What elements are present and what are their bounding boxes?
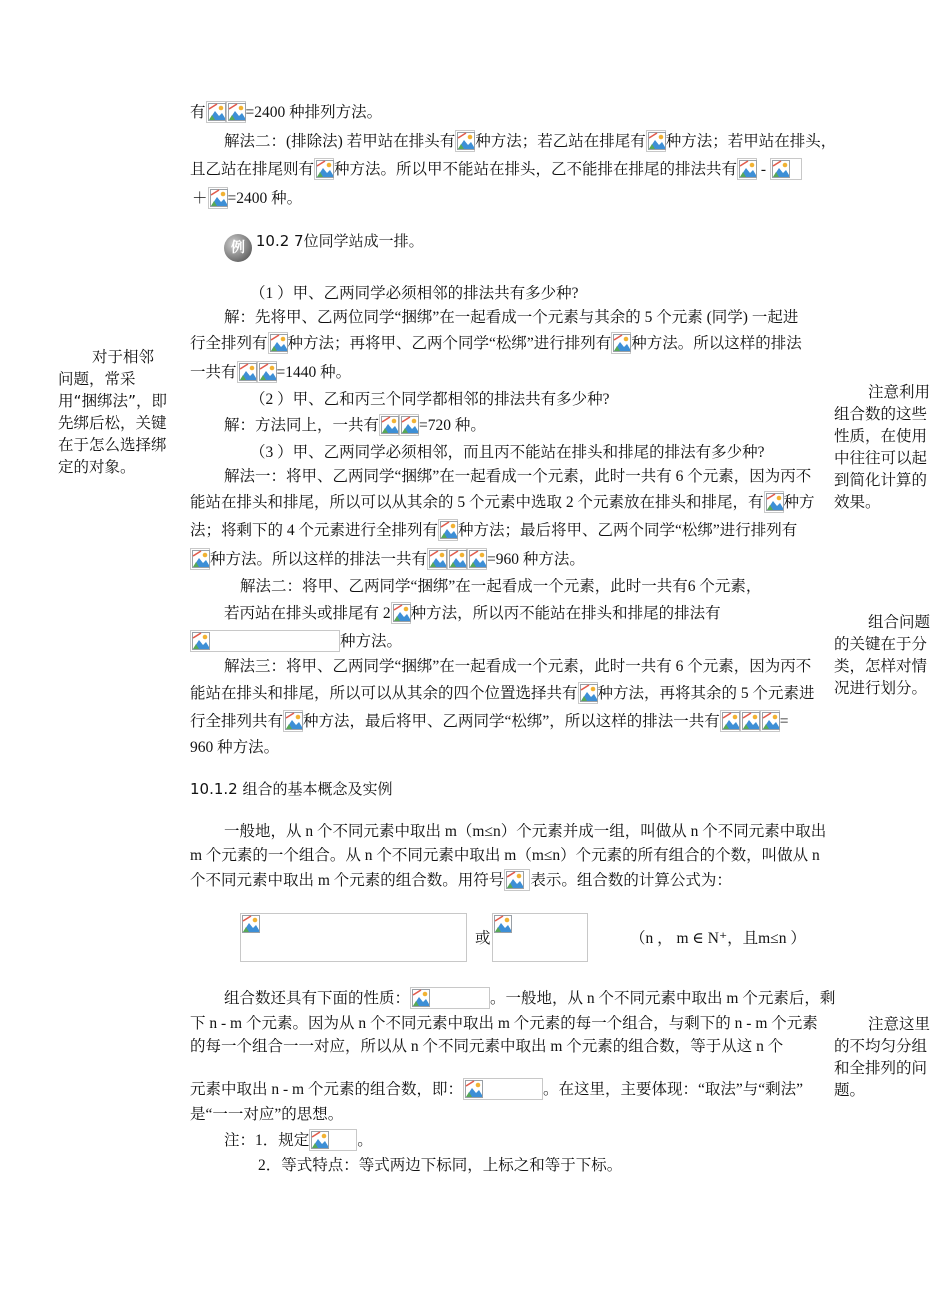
formula-image-icon: [578, 682, 598, 704]
text-line: [190, 710, 789, 733]
text: 解：先将甲、乙两位同学“捆绑”在一起看成一个元素与其余的 5 个元素 (同学) 一起进: [224, 309, 799, 326]
text: 种方法；若乙站在排尾有: [475, 133, 646, 150]
sidenote-left: 对于相邻问题，常采用“捆绑法”，即先绑后松，关键在于怎么选择绑定的对象。: [58, 348, 168, 476]
text: 。一般地，从 n 个不同元素中取出 m 个元素后，剩: [490, 990, 836, 1007]
text-line: [190, 1036, 783, 1058]
question: （2 ）甲、乙和丙三个同学都相邻的排法共有多少种?: [250, 391, 610, 408]
formula-image-icon: [504, 869, 530, 891]
formula-image-icon: [208, 187, 228, 209]
sidenote-right: 注意利用组合数的这些性质，在使用中往往可以起到简化计算的效果。: [834, 383, 931, 511]
text: 组合数还具有下面的性质：: [224, 990, 411, 1007]
formula-image-icon: [190, 630, 340, 652]
formula-image-icon: [240, 913, 467, 962]
text-line: [224, 602, 721, 625]
text: =1440 种。: [276, 364, 352, 381]
text: 。: [357, 1132, 373, 1149]
text: =: [779, 713, 789, 730]
text: 能站在排头和排尾，所以可以从其余的 5 个元素中选取 2 个元素放在排头和排尾，有: [190, 494, 764, 511]
text-line: [190, 101, 382, 124]
text: 解法二：(排除法) 若甲站在排头有: [224, 133, 456, 150]
text: 种方法。所以这样的排法: [631, 335, 802, 352]
text: 是“一一对应”的思想。: [190, 1106, 344, 1123]
formula-image-icon: [764, 491, 784, 513]
text-line: [224, 130, 836, 153]
formula-image-icon: [447, 548, 467, 570]
text-line: [190, 1078, 803, 1101]
text-line: [190, 548, 585, 571]
condition-text: （n ， m ∈ N⁺，且m≤n ）: [630, 930, 806, 947]
formula-image-icon: [427, 548, 447, 570]
text: 种方法。: [340, 633, 403, 650]
sidenote-right: 注意这里的不均匀分组和全排列的问题。: [834, 1015, 931, 1099]
text: 一般地，从 n 个不同元素中取出 m（m≤n）个元素并成一组，叫做从 n 个不同元素中取出: [224, 823, 827, 840]
text-line: [258, 1155, 622, 1177]
text: 种方法。所以甲不能站在排头，乙不能排在排尾的排法共有: [334, 161, 738, 178]
formula-image-icon: [463, 1078, 543, 1100]
example-badge-icon: 例: [224, 234, 252, 262]
text: 法；将剩下的 4 个元素进行全排列有: [190, 522, 439, 539]
text: 行全排列有: [190, 335, 268, 352]
formula-image-icon: [309, 1129, 357, 1151]
sidenote-right: 组合问题的关键在于分类，怎样对情况进行划分。: [834, 613, 931, 697]
text: 的每一个组合一一对应，所以从 n 个不同元素中取出 m 个元素的组合数，等于从这 n 个: [190, 1038, 784, 1055]
formula-image-icon: [268, 332, 288, 354]
text-line: [190, 630, 402, 653]
text-line: [240, 576, 761, 598]
text: ＋: [192, 190, 208, 207]
text-line: [190, 1013, 818, 1035]
formula-image-icon: [391, 602, 411, 624]
text-line: [250, 283, 579, 305]
text-line: [190, 361, 351, 384]
text: =720 种。: [419, 417, 486, 434]
text: m 个元素的一个组合。从 n 个不同元素中取出 m（m≤n）个元素的所有组合的个数，叫做从 n: [190, 847, 820, 864]
formula-image-icon: [314, 158, 334, 180]
section-title: 10.1.2 组合的基本概念及实例: [190, 780, 393, 798]
formula-image-icon: [379, 414, 399, 436]
formula-image-icon: [237, 361, 257, 383]
text-line: [224, 656, 811, 678]
text-line: [190, 737, 279, 759]
text: 行全排列共有: [190, 713, 284, 730]
text-line: [192, 187, 302, 210]
text-line: [190, 1104, 343, 1126]
formula-image-icon: [611, 332, 631, 354]
text: 种方法；再将甲、乙两个同学“松绑”进行排列有: [287, 335, 612, 352]
text: 2．等式特点：等式两边下标同，上标之和等于下标。: [258, 1157, 623, 1174]
formula-image-icon: [737, 158, 757, 180]
formula-image-icon: [410, 987, 490, 1009]
text: 若丙站在排头或排尾有 2: [224, 605, 391, 622]
text: 个不同元素中取出 m 个元素的组合数。用符号: [190, 872, 505, 889]
text: 下 n - m 个元素。因为从 n 个不同元素中取出 m 个元素的每一个组合，与剩下的 n - m 个元素: [190, 1015, 818, 1032]
text: 有: [190, 104, 206, 121]
text: 解法一：将甲、乙两同学“捆绑”在一起看成一个元素，此时一共有 6 个元素，因为丙不: [224, 468, 812, 485]
text-line: [190, 332, 802, 355]
text-line: [250, 442, 765, 464]
or-text: 或: [475, 930, 491, 947]
question: （3 ）甲、乙两同学必须相邻，而且丙不能站在排头和排尾的排法有多少种?: [250, 444, 765, 461]
text-line: [224, 1129, 373, 1152]
formula-image-icon: [206, 101, 226, 123]
text-line: [190, 158, 802, 181]
text: =2400 种排列方法。: [245, 104, 383, 121]
text-line: [224, 821, 826, 843]
formula-image-icon: [283, 710, 303, 732]
text-line: [190, 845, 820, 867]
text-line: [190, 519, 797, 542]
text: 种方法，最后将甲、乙两同学“松绑”，所以这样的排法一共有: [303, 713, 720, 730]
formula-image-icon: [455, 130, 475, 152]
text-line: [224, 466, 811, 488]
text: 解法二：将甲、乙两同学“捆绑”在一起看成一个元素，此时一共有6 个元素，: [240, 578, 762, 595]
example-title: 10.2 7位同学站成一排。: [255, 232, 424, 250]
text: 种方法。所以这样的排法一共有: [210, 551, 428, 568]
text: 且乙站在排尾则有: [190, 161, 315, 178]
text: 解：方法同上，一共有: [224, 417, 380, 434]
text: =2400 种。: [227, 190, 303, 207]
formula-image-icon: [226, 101, 246, 123]
formula-image-icon: [399, 414, 419, 436]
formula-image-icon: [770, 158, 802, 180]
text-line: [250, 389, 610, 411]
text-line: [190, 491, 815, 514]
text: 960 种方法。: [190, 739, 280, 756]
formula-image-icon: [190, 548, 210, 570]
example-heading: [224, 230, 424, 262]
formula-image-icon: [760, 710, 780, 732]
formula-image-icon: [720, 710, 740, 732]
text: 种方法；若甲站在排头，: [665, 133, 837, 150]
formula-image-icon: [438, 519, 458, 541]
text: 种方法，再将其余的 5 个元素进: [597, 685, 815, 702]
text: 注：1．规定: [224, 1132, 310, 1149]
text-line: [190, 682, 815, 705]
question: （1 ）甲、乙两同学必须相邻的排法共有多少种?: [250, 285, 579, 302]
text: 元素中取出 n - m 个元素的组合数，即：: [190, 1081, 463, 1098]
text: 种方: [783, 494, 815, 511]
formula-image-icon: [740, 710, 760, 732]
text: 解法三：将甲、乙两同学“捆绑”在一起看成一个元素，此时一共有 6 个元素，因为丙不: [224, 658, 812, 675]
text: =960 种方法。: [487, 551, 585, 568]
formula-image-icon: [492, 913, 588, 962]
formula-image-icon: [257, 361, 277, 383]
formula-image-icon: [467, 548, 487, 570]
text-line: [224, 414, 486, 437]
formula-image-icon: [646, 130, 666, 152]
text: 种方法；最后将甲、乙两个同学“松绑”进行排列有: [458, 522, 798, 539]
text: 表示。组合数的计算公式为：: [530, 872, 732, 889]
text-line: [224, 307, 798, 329]
text: 种方法，所以丙不能站在排头和排尾的排法有: [410, 605, 721, 622]
text-line: [224, 987, 835, 1010]
text: -: [757, 161, 770, 178]
text: 一共有: [190, 364, 237, 381]
text: 能站在排头和排尾，所以可以从其余的四个位置选择共有: [190, 685, 578, 702]
text: 。在这里，主要体现：“取法”与“剩法”: [542, 1081, 804, 1098]
text-line: [190, 869, 732, 892]
